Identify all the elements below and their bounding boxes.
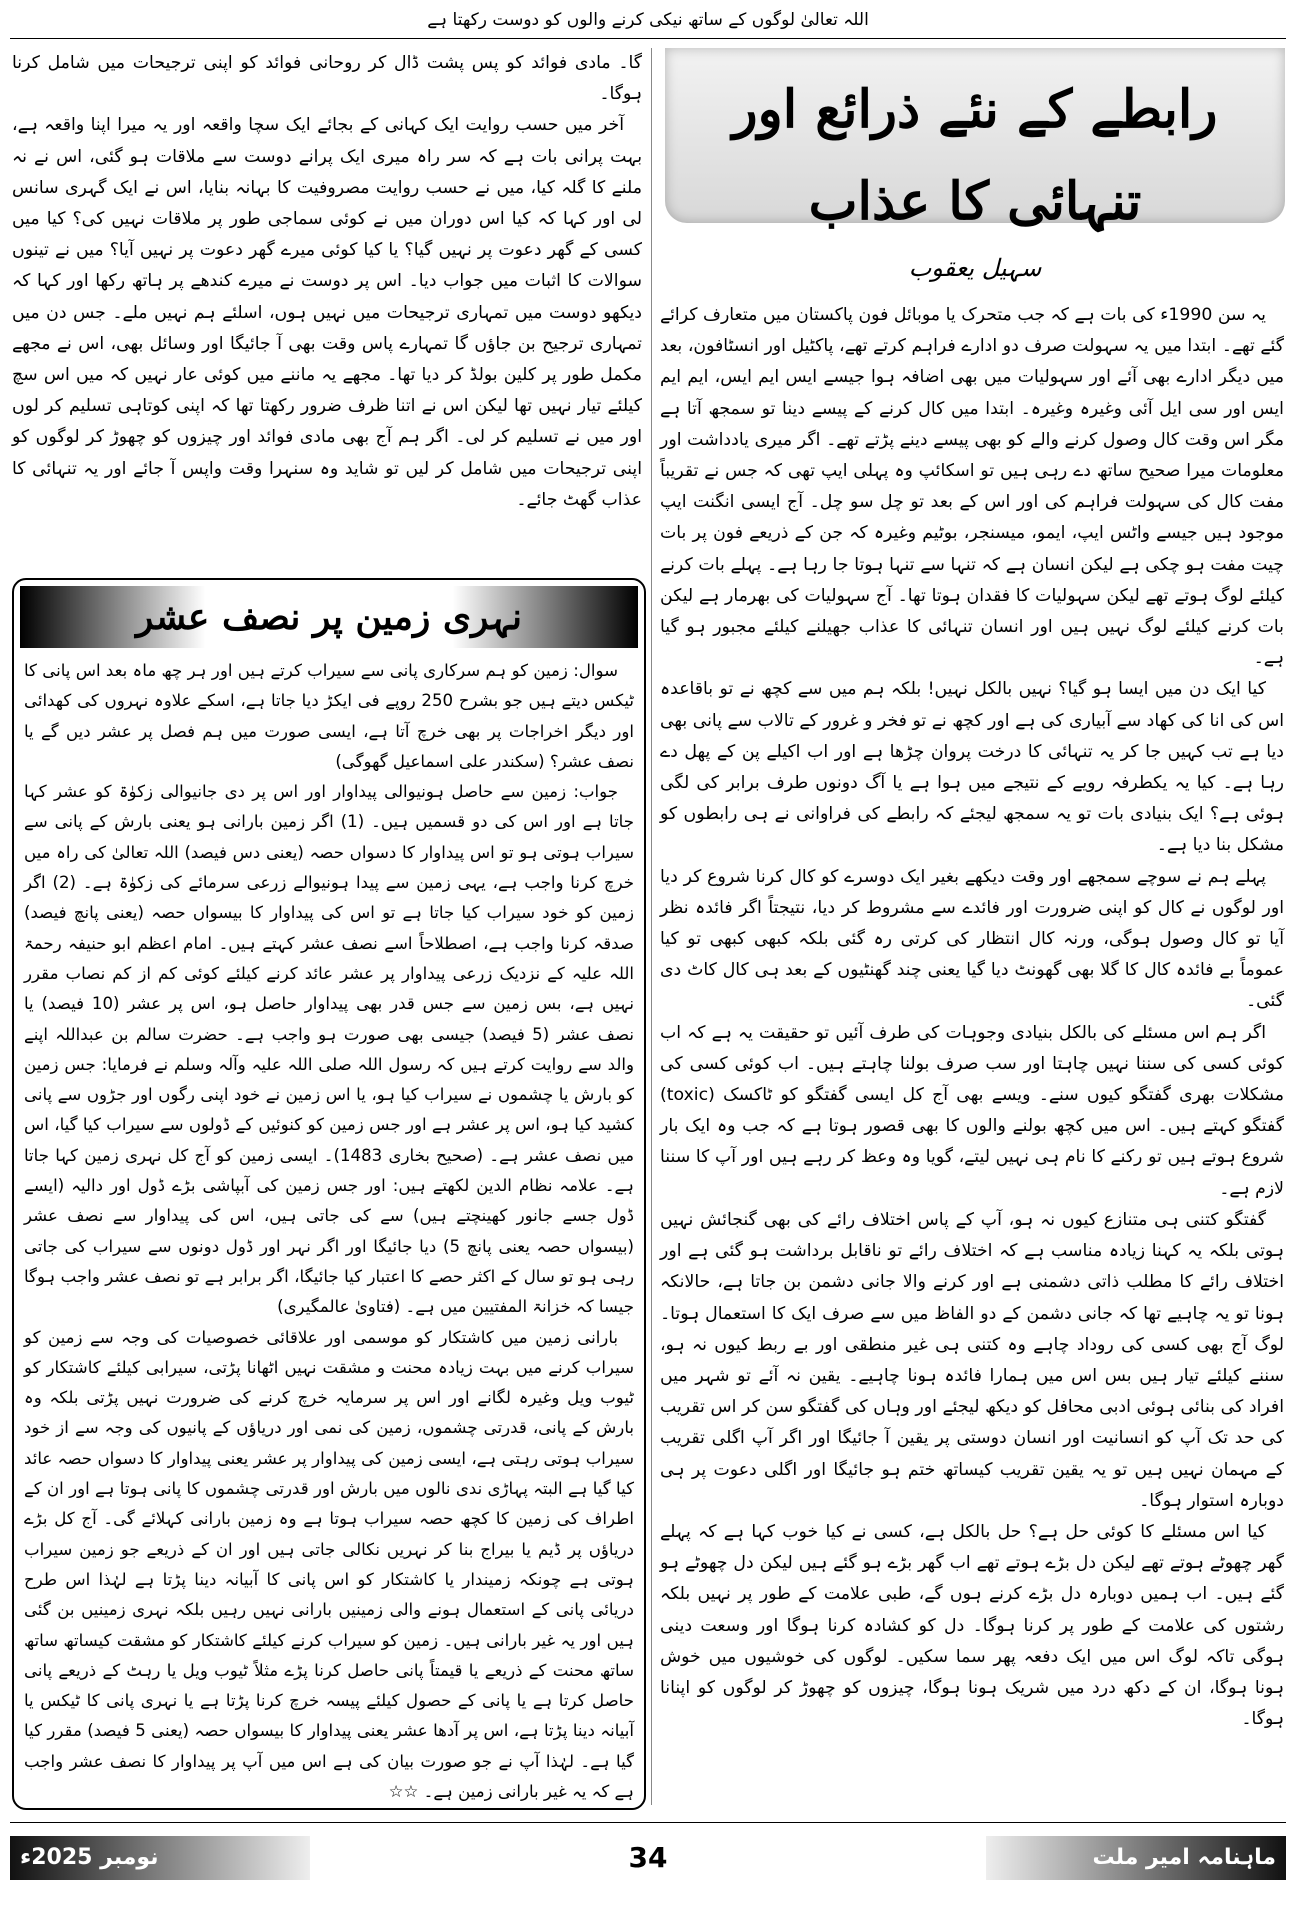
qa-box-header (20, 586, 638, 648)
column-divider (651, 48, 652, 1805)
article-paragraph: یہ سن 1990ء کی بات ہے کہ جب متحرک یا موبائل فون پاکستان میں متعارف کرائے گئے تھے۔ ابتدا میں یہ سہولت صرف دو ادارے فراہم کرتے تھے، پاکٹیل اور انسٹافون، بعد میں دیگر ادارے بھی آئے اور سہولیات میں بھی اضافہ ہوا جیسے ایس ایم ایس، ایم ایم ایس اور سی ایل آئی وغیرہ وغیرہ۔ ابتدا میں کال کرنے کے پیسے دینا تو سمجھ آتا ہے مگر اس وقت کال وصول کرنے والے کو بھی پیسے دینے پڑتے تھے۔ اگر میری یادداشت اور معلومات میرا صحیح ساتھ دے رہی ہیں تو اسکائپ وہ پہلی ایپ تھی کہ جس نے تقریباً مفت کال کی سہولت فراہم کی اور اس کے بعد تو چل سو چل۔ آج ایسی انگنت ایپ موجود ہیں جیسے واٹس ایپ، ایمو، میسنجر، بوٹیم وغیرہ کہ جن کے ذریعے فون پر بات چیت مفت ہو چکی ہے لیکن انسان ہے کہ تنہا سے تنہا ہوتا جا رہا ہے۔ پہلے بات کرنے کیلئے لوگ ہوتے تھے لیکن سہولیات کا فقدان ہوتا تھا۔ آج سہولیات کی بھرمار ہے لیکن بات کرنے کیلئے لوگ نہیں ہیں اور انسان تنہائی کا عذاب جھیلنے کیلئے مجبور ہو گیا ہے۔ (660, 305, 1284, 669)
article-title-box (665, 48, 1285, 282)
qa-box (12, 578, 646, 1810)
qa-answer: جواب: زمین سے حاصل ہونیوالی پیداوار اور اس پر دی جانیوالی زکوٰۃ کو عشر کہا جاتا ہے اور اس کی دو قسمیں ہیں۔ (1) اگر زمین بارانی ہو یعنی بارش کے پانی سے سیراب ہوتی ہو تو اس پیداوار کا دسواں حصہ (یعنی دس فیصد) اللہ تعالیٰ کی راہ میں خرچ کرنا واجب ہے، یہی زمین سے پیدا ہونیوالے زرعی سرمائے کی زکوٰۃ ہے۔ (2) اگر زمین کو خود سیراب کیا جاتا ہے تو اس کی پیداوار کا بیسواں حصہ (یعنی پانچ فیصد) صدقہ کرنا واجب ہے، اصطلاحاً اسے نصف عشر کہتے ہیں۔ امام اعظم ابو حنیفہ رحمۃ اللہ علیہ کے نزدیک زرعی پیداوار پر عشر عائد کرنے کیلئے کوئی کم از کم نصاب مقرر نہیں ہے، بس زمین سے جس قدر بھی پیداوار حاصل ہو، اس پر عشر (10 فیصد) یا نصف عشر (5 فیصد) جیسی بھی صورت ہو واجب ہے۔ حضرت سالم بن عبداللہ اپنے والد سے روایت کرتے ہیں کہ رسول اللہ صلی اللہ علیہ وآلہ وسلم نے فرمایا: جس زمین کو بارش یا چشموں نے سیراب کیا ہو، یا اس زمین نے خود اپنی رگوں اور جڑوں سے پانی کشید کیا ہو، اس پر عشر ہے اور جس زمین کو کنوئیں کے ڈولوں سے سیراب کیا گیا، اس میں نصف عشر ہے۔ (صحیح بخاری 1483)۔ ایسی زمین کو آج کل نہری زمین کہا جاتا ہے۔ علامہ نظام الدین لکھتے ہیں: اور جس زمین کی آبپاشی بڑے ڈول اور دالیہ (ایسے ڈول جسے جانور کھینچتے ہیں) سے کی جاتی ہیں، اس کی پیداوار سے نصف عشر (بیسواں حصہ یعنی پانچ 5) دیا جائیگا اور اگر نہر اور ڈول دونوں سے سیراب کی جاتی رہی ہو تو سال کے اکثر حصے کا اعتبار کیا جائیگا، اگر برابر ہے تو نصف عشر واجب ہوگا جیسا کہ خزانۃ المفتیین میں ہے۔ (فتاویٰ عالمگیری) (24, 782, 634, 1317)
article-author: سہیل یعقوب (908, 254, 1042, 282)
article-paragraph: پہلے ہم نے سوچے سمجھے اور وقت دیکھے بغیر ایک دوسرے کو کال کرنا شروع کر دیا اور لوگوں نے کال کو اپنی ضرورت اور فائدے سے مشروط کر دیا، نتیجتاً اگر فائدہ نظر آیا تو کال وصول ہوگی، ورنہ کال انتظار کی کرتی رہ گئی بلکہ کبھی کبھی تو کیا عموماً بے فائدہ کال کا گلا بھی گھونٹ دیا گیا یعنی چند گھنٹیوں کے بعد ہی کال کاٹ دی گئی۔ (660, 866, 1284, 1012)
page-footer (0, 1810, 1296, 1905)
footer-rule (10, 1822, 1286, 1823)
article-paragraph: کیا ایک دن میں ایسا ہو گیا؟ نہیں بالکل نہیں! بلکہ ہم میں سے کچھ نے تو باقاعدہ اس کی انا کی کھاد سے آبیاری کی ہے اور کچھ نے تو فخر و غرور کے تالاب سے پانی بھی دیا ہے تب کہیں جا کر یہ تنہائی کا درخت پروان چڑھا ہے اور اب اکیلے پن کے پھل دے رہا ہے۔ کیا یہ یکطرفہ رویے کے نتیجے میں ہوا ہے یا آگ دونوں طرف برابر کی لگی ہوئی ہے؟ ایک بنیادی بات تو یہ سمجھ لیجئے کہ رابطے کی فراوانی نے ہی رابطوں کو مشکل بنا دیا ہے۔ (660, 679, 1284, 856)
article-paragraph: آخر میں حسب روایت ایک کہانی کے بجائے ایک سچا واقعہ اور یہ میرا اپنا واقعہ ہے، بہت پرانی بات ہے کہ سر راہ میری ایک پرانے دوست سے ملاقات ہو گئی، اس نے نہ ملنے کا گلہ کیا، میں نے حسب روایت مصروفیت کا بہانہ بنایا، اس نے ایک گہری سانس لی اور کہا کہ کیا اس دوران میں نے کوئی سماجی طور پر ملاقات نہیں کی؟ کیا میں کسی کے گھر دعوت پر نہیں گیا؟ یا کیا کوئی میرے گھر دعوت پر نہیں آیا؟ میں نے تینوں سوالات کا اثبات میں جواب دیا۔ اس پر دوست نے میرے کندھے پر ہاتھ رکھا اور کہا کہ دیکھو دوست میں تمہاری ترجیحات میں نہیں ہوں، اسلئے ہم نہیں ملے۔ جس دن میں تمہاری ترجیح بن جاؤں گا تمہارے پاس وقت بھی آ جائیگا اور وسائل بھی، اس نے مجھے مکمل طور پر کلین بولڈ کر دیا تھا۔ مجھے یہ ماننے میں کوئی عار نہیں کہ میں اس سچ کیلئے تیار نہیں تھا لیکن اس نے اتنا ظرف ضرور رکھتا تھا کہ اپنی کوتاہی تسلیم کر لوں اور میں نے تسلیم کر لی۔ اگر ہم آج بھی مادی فوائد اور چیزوں کو چھوڑ کر لوگوں کو اپنی ترجیحات میں شامل کر لیں تو شاید وہ سنہرا وقت واپس آ جائے اور یہ تنہائی کا عذاب گھٹ جائے۔ (12, 115, 642, 510)
qa-box-title: نہری زمین پر نصف عشر (135, 596, 523, 638)
header-rule (10, 38, 1286, 39)
article-title: رابطے کے نئے ذرائع اور تنہائی کا عذاب (732, 79, 1218, 232)
page-number: 34 (628, 1841, 668, 1874)
qa-answer-continued: بارانی زمین میں کاشتکار کو موسمی اور علاقائی خصوصیات کی وجہ سے زمین کو سیراب کرنے میں بہت زیادہ محنت و مشقت نہیں اٹھانا پڑتی، سیرابی کیلئے کاشتکار کو ٹیوب ویل وغیرہ لگانے اور اس پر سرمایہ خرچ کرنے کی ضرورت نہیں پڑتی بلکہ وہ بارش کے پانی، قدرتی چشموں، زمین کی نمی اور دریاؤں کے پانیوں کی وجہ سے از خود سیراب ہوتی رہتی ہے، ایسی زمین کی پیداوار پر عشر یعنی پیداوار کا دسواں حصہ عائد کیا گیا ہے البتہ پہاڑی ندی نالوں میں بارش اور قدرتی چشموں کا پانی ہوتا ہے اور ان کے اطراف کی زمین کا کچھ حصہ سیراب ہوتا ہے وہ زمین بارانی کہلائے گی۔ آج کل بڑے دریاؤں پر ڈیم یا بیراج بنا کر نہریں نکالی جاتی ہیں اور ان کے ذریعے جو زمین سیراب ہوتی ہے چونکہ زمیندار یا کاشتکار کو اس پانی کا آبیانہ دینا پڑتا ہے لہٰذا اس طرح دریائی پانی کے استعمال ہونے والی زمینیں بارانی نہیں رہیں بلکہ نہری زمینیں بن گئی ہیں اور یہ غیر بارانی ہیں۔ زمین کو سیراب کرنے کیلئے کاشتکار کو مشقت کیساتھ ساتھ ساتھ محنت کے ذریعے یا قیمتاً پانی حاصل کرنا پڑے مثلاً ٹیوب ویل یا رہٹ کے ذریعے پانی حاصل کرتا ہے یا پانی کے حصول کیلئے پیسہ خرچ کرنا پڑتا ہے یا نہری پانی کا ٹیکس یا آبیانہ دینا پڑتا ہے، اس پر آدھا عشر یعنی پیداوار کا بیسواں حصہ (یعنی 5 فیصد) مقرر کیا گیا ہے۔ لہٰذا آپ نے جو صورت بیان کی ہے اس میں آپ پر پیداوار کا نصف عشر واجب ہے کہ یہ غیر بارانی زمین ہے۔ ☆☆ (24, 1327, 634, 1801)
article-paragraph: کیا اس مسئلے کا کوئی حل ہے؟ حل بالکل ہے، کسی نے کیا خوب کہا ہے کہ پہلے گھر چھوٹے ہوتے تھے لیکن دل بڑے ہوتے تھے اب گھر بڑے ہو گئے ہیں لیکن دل چھوٹے ہو گئے ہیں۔ اب ہمیں دوبارہ دل بڑے کرنے ہوں گے، طبی علامت کے طور پر نہیں بلکہ رشتوں کی علامت کے طور پر کرنا ہوگا۔ دل کو کشادہ کرنا ہوگا اور وسعت دینی ہوگی تاکہ لوگ اس میں ایک دفعہ پھر سما سکیں۔ لوگوں کی خوشیوں میں خوش ہونا ہوگا، ان کے دکھ درد میں شریک ہونا ہوگا، چیزوں کو چھوڑ کر لوگوں کو اپنانا ہوگا۔ (660, 1521, 1284, 1730)
article-paragraph: گفتگو کتنی ہی متنازع کیوں نہ ہو، آپ کے پاس اختلاف رائے کی بھی گنجائش نہیں ہوتی بلکہ یہ کہنا زیادہ مناسب ہے کہ اختلاف رائے تو ناقابل برداشت ہو گئی ہے اور اختلاف رائے کا مطلب ذاتی دشمنی ہے اور کرنے والا جانی دشمن بن جاتا ہے، حالانکہ ہونا تو یہ چاہیے تھا کہ جانی دشمن کے دو الفاظ میں سے صرف ایک کا استعمال ہوتا۔ لوگ آج بھی کسی کی روداد چاہے وہ کتنی ہی غیر منطقی اور بے ربط کیوں نہ ہو، سننے کیلئے تیار ہیں بس اس میں ہمارا فائدہ ہونا چاہیے۔ یقین نہ آئے تو شہر میں افراد کی بنائی ہوئی ادبی محافل کو دیکھ لیجئے اور وہاں کی گفتگو سن کر اس تقریب کی حد تک آپ کو انسانیت اور انسان دوستی پر یقین آ جائیگا اور اگر آپ اگلی تقریب کے مہمان نہیں ہیں تو یہ یقین تقریب کیساتھ ختم ہو جائیگا اور اگلی دعوت پر ہی دوبارہ استوار ہوگا۔ (660, 1209, 1284, 1511)
article-paragraph: اگر ہم اس مسئلے کی بالکل بنیادی وجوہات کی طرف آئیں تو حقیقت یہ ہے کہ اب کوئی کسی کی سننا نہیں چاہتا اور سب صرف بولنا چاہتے ہیں۔ اب کوئی کسی کی مشکلات بھری گفتگو کیوں سنے۔ ویسے بھی آج کل ایسی گفتگو کو ٹاکسک (toxic) گفتگو کہتے ہیں۔ اس میں کچھ بولنے والوں کا بھی قصور ہوتا ہے کہ جب وہ ایک بار شروع ہوتے ہیں تو رکنے کا نام ہی نہیں لیتے، گویا وہ وعظ کر رہے ہیں اور آپ کا سننا لازم ہے۔ (660, 1022, 1284, 1199)
issue-date: نومبر 2025ء (20, 1845, 159, 1870)
qa-question: سوال: زمین کو ہم سرکاری پانی سے سیراب کرتے ہیں اور ہر چھ ماہ بعد اس پانی کا ٹیکس دیتے ہیں جو بشرح 250 روپے فی ایکڑ دیا جاتا ہے، اسکے علاوہ نہروں کی کھدائی اور دیگر اخراجات پر بھی خرچ آتا ہے، ایسی صورت میں ہم فصل پر عشر دیں گے یا نصف عشر؟ (سکندر علی اسماعیل گھوگی) (24, 661, 634, 771)
article-column-left-continuation (12, 48, 642, 583)
page-header-tagline: اللہ تعالیٰ لوگوں کے ساتھ نیکی کرنے والوں کو دوست رکھتا ہے (427, 10, 869, 30)
qa-box-body (24, 656, 634, 1801)
article-column-right (660, 300, 1284, 1800)
article-paragraph: گا۔ مادی فوائد کو پس پشت ڈال کر روحانی فوائد کو اپنی ترجیحات میں شامل کرنا ہوگا۔ (12, 53, 642, 105)
magazine-name: ماہنامہ امیر ملت (1092, 1845, 1276, 1870)
